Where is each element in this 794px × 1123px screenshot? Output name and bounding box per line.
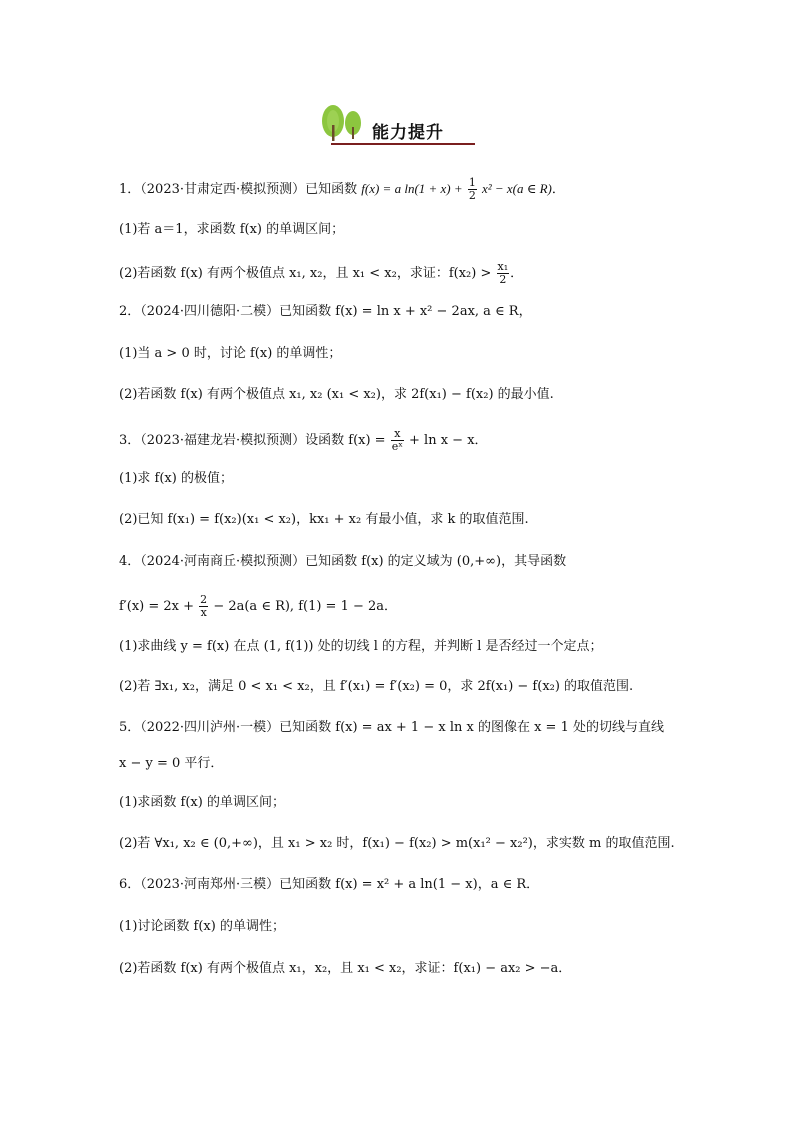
problem-2-part-2: (2)若函数 f(x) 有两个极值点 x₁, x₂ (x₁ < x₂)，求 2f(x₁) − f(x₂) 的最小值. [119,387,554,402]
problem-4-part-2: (2)若 ∃x₁, x₂，满足 0 < x₁ < x₂，且 f′(x₁) = f′(x₂) = 0，求 2f(x₁) − f(x₂) 的取值范围. [119,679,634,694]
problem-5-part-2: (2)若 ∀x₁, x₂ ∈ (0,+∞)，且 x₁ > x₂ 时，f(x₁) − f(x₂) > m(x₁² − x₂²)，求实数 m 的取值范围. [119,836,675,851]
problem-2-part-1: (1)当 a > 0 时，讨论 f(x) 的单调性； [119,346,342,361]
section-header [317,103,475,145]
problem-5-part-1: (1)求函数 f(x) 的单调区间； [119,795,285,810]
problem-4-stem-continued: f′(x) = 2x + $\frac{2}{x}$ − 2a(a ∈ R), f(1) = 1 − 2a． [119,593,398,619]
tree-icon [317,103,367,143]
problem-3-part-2: (2)已知 f(x₁) = f(x₂)(x₁ < x₂)，kx₁ + x₂ 有最小值，求 k 的取值范围. [119,512,529,527]
problem-5-stem: 5．（2022·四川泸州·一模）已知函数 f(x) = ax + 1 − x ln x 的图像在 x = 1 处的切线与直线 [119,720,664,735]
problem-6-part-2: (2)若函数 f(x) 有两个极值点 x₁，x₂，且 x₁ < x₂，求证：f(x₁) − ax₂ > −a． [119,961,572,976]
problem-5-stem-continued: x − y = 0 平行． [119,756,224,771]
problem-1-part-2: (2)若函数 f(x) 有两个极值点 x₁, x₂，且 x₁ < x₂，求证：f(x₂) > $\frac{\text{x₁}}{2}$ ． [119,260,524,286]
problem-4-part-1: (1)求曲线 y = f(x) 在点 (1, f(1)) 处的切线 l 的方程，并判断 l 是否经过一个定点； [119,639,603,654]
fraction: $\frac{\text{x₁}}{2}$ [497,260,509,286]
page-title: 能力提升 [372,123,444,143]
problem-2-stem: 2．（2024·四川德阳·二模）已知函数 f(x) = ln x + x² − 2ax, a ∈ R， [119,304,532,319]
problem-3-part-1: (1)求 f(x) 的极值； [119,471,233,486]
problem-1-stem: 1．（2023·甘肃定西·模拟预测）已知函数 f(x) = a ln(1 + x) + $\frac{1}{2}$ x² − x(a ∈ R)． [119,176,565,202]
problem-4-stem: 4．（2024·河南商丘·模拟预测）已知函数 f(x) 的定义域为 (0,+∞)，其导函数 [119,554,567,569]
fraction: $\frac{2}{x}$ [200,593,208,619]
problem-1-part-1: (1)若 a＝1，求函数 f(x) 的单调区间； [119,222,345,237]
fraction: $\frac{x}{\text{eˣ}}$ [391,427,403,453]
problem-6-part-1: (1)讨论函数 f(x) 的单调性； [119,919,285,934]
header-underline [331,143,475,145]
fraction: $\frac{1}{2}$ [468,176,476,202]
problem-6-stem: 6．（2023·河南郑州·三模）已知函数 f(x) = x² + a ln(1 − x)，a ∈ R． [119,877,540,892]
problem-3-stem: 3．（2023·福建龙岩·模拟预测）设函数 f(x) = $\frac{x}{\text{eˣ}}$ + ln x − x． [119,427,488,453]
